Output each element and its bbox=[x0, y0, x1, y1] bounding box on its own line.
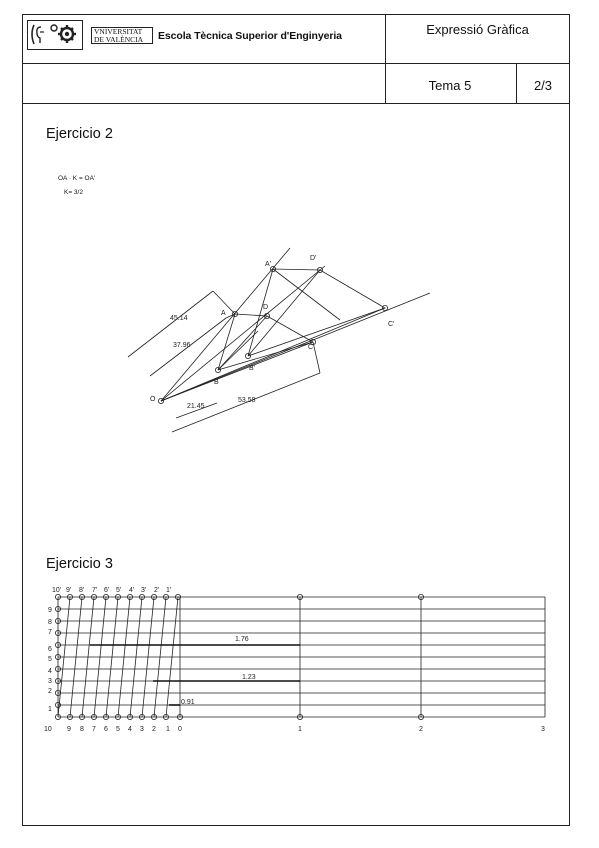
school-name: Escola Tècnica Superior d'Enginyeria bbox=[158, 30, 342, 42]
scale-bottom-label: 9 bbox=[67, 726, 71, 733]
exercise-3-title: Ejercicio 3 bbox=[46, 556, 113, 572]
subject-title: Expressió Gràfica bbox=[426, 22, 529, 37]
formula-line-2: K= 3/2 bbox=[64, 189, 83, 196]
scale-bottom-label: 6 bbox=[104, 726, 108, 733]
dimension-label: 53.58 bbox=[238, 397, 256, 404]
point-label-D: D bbox=[263, 304, 269, 311]
dimension-label: 0.91 bbox=[181, 699, 195, 706]
scale-bottom-label: 7 bbox=[92, 726, 96, 733]
point-label-C-prime: C' bbox=[388, 321, 395, 328]
scale-bottom-label: 4 bbox=[128, 726, 132, 733]
scale-top-label: 1' bbox=[166, 587, 172, 594]
dimension-label: 1.76 bbox=[235, 636, 249, 643]
point-label-A-prime: A' bbox=[265, 261, 272, 268]
university-logo: VNIVERSITAT DE VALÈNCIA bbox=[91, 27, 153, 44]
scale-left-label: 3 bbox=[48, 678, 52, 685]
scale-top-label: 10' bbox=[52, 587, 62, 594]
point-label-C: C bbox=[308, 344, 314, 351]
scale-left-label: 9 bbox=[48, 607, 52, 614]
dimension-label: 1.23 bbox=[242, 674, 256, 681]
scale-left-label: 2 bbox=[48, 688, 52, 695]
scale-bottom-label: 3 bbox=[140, 726, 144, 733]
point-label-A: A bbox=[221, 310, 226, 317]
scale-bottom-label: 5 bbox=[116, 726, 120, 733]
dimension-label: 37.96 bbox=[173, 342, 191, 349]
scale-top-label: 5' bbox=[116, 587, 122, 594]
scale-top-label: 2' bbox=[154, 587, 160, 594]
scale-bottom-label: 10 bbox=[44, 726, 52, 733]
scale-bottom-label: 8 bbox=[80, 726, 84, 733]
formula-line-1: OA · K = OA' bbox=[58, 175, 96, 182]
scale-left-label: 8 bbox=[48, 619, 52, 626]
scale-bottom-label: 1 bbox=[166, 726, 170, 733]
scale-unit-label: 2 bbox=[419, 726, 423, 733]
page-number: 2/3 bbox=[533, 78, 553, 93]
dimension-label: 21.45 bbox=[187, 403, 205, 410]
scale-unit-label: 1 bbox=[298, 726, 302, 733]
point-label-B: B bbox=[214, 379, 219, 386]
point-label-B-prime: B' bbox=[249, 365, 256, 372]
scale-left-label: 7 bbox=[48, 629, 52, 636]
scale-top-label: 3' bbox=[141, 587, 147, 594]
scale-top-label: 9' bbox=[66, 587, 72, 594]
scale-top-label: 6' bbox=[104, 587, 110, 594]
scale-left-label: 1 bbox=[48, 706, 52, 713]
exercise-2-title: Ejercicio 2 bbox=[46, 126, 113, 142]
scale-left-label: 4 bbox=[48, 668, 52, 675]
dimension-label: 45.14 bbox=[170, 315, 188, 322]
scale-bottom-label: 0 bbox=[178, 726, 182, 733]
scale-left-label: 5 bbox=[48, 656, 52, 663]
scale-unit-label: 3 bbox=[541, 726, 545, 733]
topic-label: Tema 5 bbox=[428, 78, 472, 93]
point-label-D-prime: D' bbox=[310, 255, 317, 262]
scale-bottom-label: 2 bbox=[152, 726, 156, 733]
scale-top-label: 8' bbox=[79, 587, 85, 594]
scale-top-label: 7' bbox=[92, 587, 98, 594]
scale-left-label: 6 bbox=[48, 646, 52, 653]
point-label-O: O bbox=[150, 396, 156, 403]
scale-top-label: 4' bbox=[129, 587, 135, 594]
